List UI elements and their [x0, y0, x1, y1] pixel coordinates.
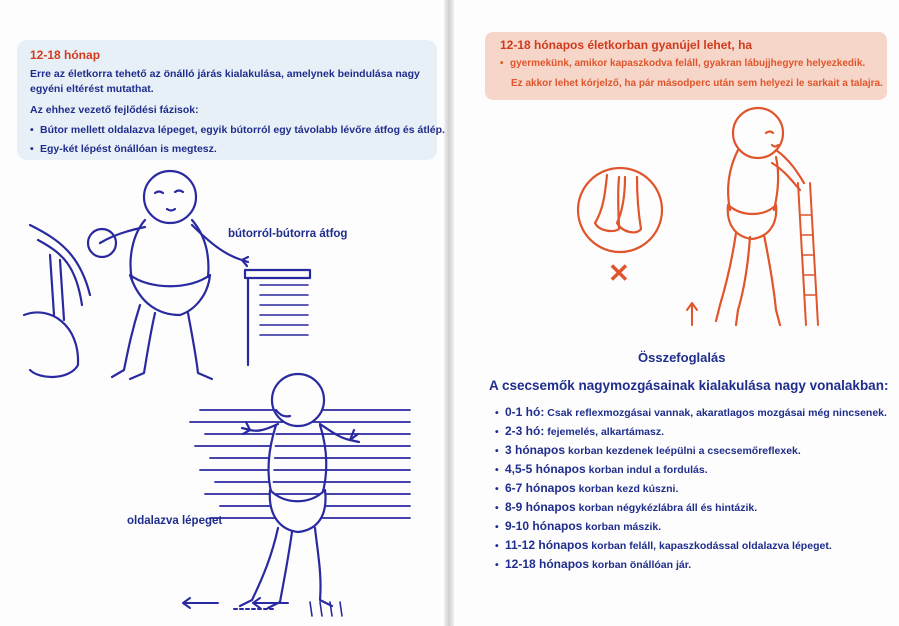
cross-mark-icon: ✕ [608, 258, 630, 288]
summary-title: Összefoglalás [638, 350, 726, 365]
phase-item: • Egy-két lépést önállóan is megtesz. [30, 143, 217, 155]
warning-line-1: • gyermekünk, amikor kapaszkodva feláll, gyakran lábujjhegyre helyezkedik. [500, 58, 866, 69]
summary-item: • 0-1 hó: Csak reflexmozgásai vannak, akaratlagos mozgásai még nincsenek. [495, 405, 887, 419]
summary-item: • 3 hónapos korban kezdenek leépülni a csecsemőreflexek. [495, 443, 801, 457]
book-gutter [444, 0, 454, 626]
summary-item: • 2-3 hó: fejemelés, alkartámasz. [495, 424, 665, 438]
caption-bottom: oldalazva lépeget [127, 515, 223, 527]
phases-heading: Az ehhez vezető fejlődési fázisok: [30, 104, 199, 116]
baby-side-stepping-illustration [180, 370, 420, 620]
baby-tiptoe-illustration [680, 105, 840, 330]
summary-item: • 12-18 hónapos korban önállóan jár. [495, 557, 692, 571]
intro-line-2: egyéni eltérést mutathat. [30, 83, 154, 95]
summary-item: • 9-10 hónapos korban mászik. [495, 519, 662, 533]
summary-item: • 6-7 hónapos korban kezd kúszni. [495, 481, 679, 495]
warning-line-2: Ez akkor lehet kórjelző, ha pár másodperc után sem helyezi le sarkait a talajra. [511, 78, 883, 89]
warning-title: 12-18 hónapos életkorban gyanújel lehet, ha [500, 38, 753, 52]
summary-subtitle: A csecsemők nagymozgásainak kialakulása nagy vonalakban: [489, 378, 889, 393]
summary-item: • 8-9 hónapos korban négykézlábra áll és hintázik. [495, 500, 758, 514]
summary-item: • 4,5-5 hónapos korban indul a fordulás. [495, 462, 708, 476]
baby-cruising-illustration [20, 165, 320, 385]
motion-arrows [178, 595, 298, 615]
caption-top: bútorról-bútorra átfog [228, 228, 348, 240]
summary-item: • 11-12 hónapos korban feláll, kapaszkodással oldalazva lépeget. [495, 538, 832, 552]
intro-line-1: Erre az életkorra tehető az önálló járás kialakulása, amelynek beindulása nagy [30, 68, 420, 80]
left-page-title: 12-18 hónap [30, 48, 101, 62]
tiptoe-feet-icon [575, 165, 665, 255]
phase-item: • Bútor mellett oldalazva lépeget, egyik bútorról egy távolabb lévőre átfog és átlép. [30, 124, 445, 136]
